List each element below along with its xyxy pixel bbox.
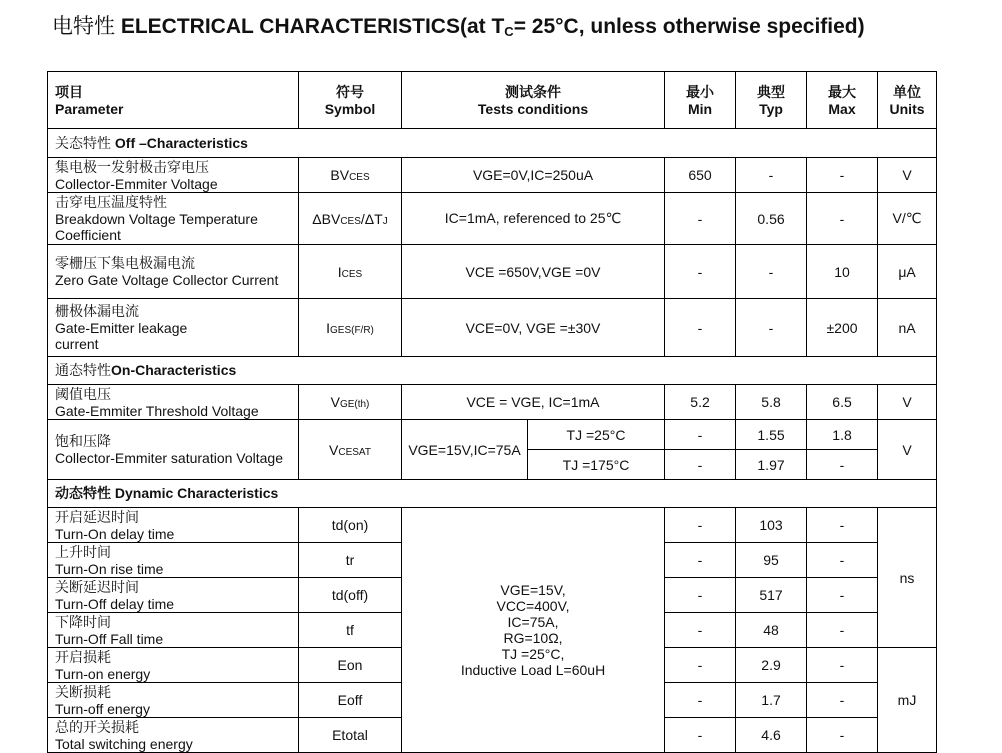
param-dbv: 击穿电压温度特性 Breakdown Voltage Temperature Coefficient [48, 193, 299, 245]
min-eon: - [665, 648, 736, 683]
unit-ices: μA [878, 245, 937, 299]
page-title [52, 10, 865, 40]
min-iges: - [665, 299, 736, 357]
min-tdoff: - [665, 578, 736, 613]
typ-iges: - [736, 299, 807, 357]
symbol-eoff: Eoff [299, 683, 402, 718]
param-vcesat: 饱和压降 Collector-Emmiter saturation Voltage [48, 420, 299, 480]
unit-bvces: V [878, 158, 937, 193]
min-eoff: - [665, 683, 736, 718]
section-dyn-title: 动态特性 Dynamic Characteristics [48, 480, 937, 508]
typ-vcesat-175: 1.97 [736, 450, 807, 480]
unit-mj: mJ [878, 648, 937, 753]
symbol-vcesat: VCESAT [299, 420, 402, 480]
param-tdoff: 关断延迟时间 Turn-Off delay time [48, 578, 299, 613]
cond-iges: VCE=0V, VGE =±30V [402, 299, 665, 357]
header-units: 单位 Units [878, 72, 937, 129]
symbol-dbv: ΔBVCES/ΔTJ [299, 193, 402, 245]
table-header-row [48, 72, 937, 129]
max-tr: - [807, 543, 878, 578]
max-etotal: - [807, 718, 878, 753]
typ-tr: 95 [736, 543, 807, 578]
param-tdon: 开启延迟时间 Turn-On delay time [48, 508, 299, 543]
symbol-tr: tr [299, 543, 402, 578]
header-max: 最大 Max [807, 72, 878, 129]
unit-vgeth: V [878, 385, 937, 420]
unit-dbv: V/℃ [878, 193, 937, 245]
cond-vcesat-175: TJ =175°C [528, 450, 665, 480]
param-etotal: 总的开关损耗 Total switching energy [48, 718, 299, 753]
min-tdon: - [665, 508, 736, 543]
table-row [48, 193, 937, 245]
title-en: ELECTRICAL CHARACTERISTICS(at $T_C= 25^\circ C$, unless otherwise specified) [120, 15, 865, 39]
title-cn: 电特性 [52, 14, 115, 38]
table-row [48, 508, 937, 543]
max-vgeth: 6.5 [807, 385, 878, 420]
param-iges: 栅极体漏电流 Gate-Emitter leakage current [48, 299, 299, 357]
max-bvces: - [807, 158, 878, 193]
param-tf: 下降时间 Turn-Off Fall time [48, 613, 299, 648]
section-on [48, 357, 937, 385]
min-ices: - [665, 245, 736, 299]
unit-ns: ns [878, 508, 937, 648]
typ-eon: 2.9 [736, 648, 807, 683]
max-tf: - [807, 613, 878, 648]
param-eoff: 关断损耗 Turn-off energy [48, 683, 299, 718]
min-vgeth: 5.2 [665, 385, 736, 420]
characteristics-table [47, 71, 937, 753]
param-eon: 开启损耗 Turn-on energy [48, 648, 299, 683]
min-vcesat-25: - [665, 420, 736, 450]
typ-dbv: 0.56 [736, 193, 807, 245]
max-eon: - [807, 648, 878, 683]
section-dyn [48, 480, 937, 508]
header-symbol: 符号 Symbol [299, 72, 402, 129]
symbol-eon: Eon [299, 648, 402, 683]
min-tf: - [665, 613, 736, 648]
cond-ices: VCE =650V,VGE =0V [402, 245, 665, 299]
section-on-title: 通态特性On-Characteristics [48, 357, 937, 385]
typ-vgeth: 5.8 [736, 385, 807, 420]
table-row [48, 385, 937, 420]
table-row [48, 299, 937, 357]
max-tdon: - [807, 508, 878, 543]
table-row [48, 158, 937, 193]
symbol-tdoff: td(off) [299, 578, 402, 613]
param-ices: 零栅压下集电极漏电流 Zero Gate Voltage Collector Current [48, 245, 299, 299]
param-bvces: 集电极一发射极击穿电压 Collector-Emmiter Voltage [48, 158, 299, 193]
max-ices: 10 [807, 245, 878, 299]
min-dbv: - [665, 193, 736, 245]
symbol-etotal: Etotal [299, 718, 402, 753]
typ-ices: - [736, 245, 807, 299]
max-eoff: - [807, 683, 878, 718]
symbol-bvces: BVCES [299, 158, 402, 193]
table-row [48, 245, 937, 299]
typ-vcesat-25: 1.55 [736, 420, 807, 450]
typ-bvces: - [736, 158, 807, 193]
cond-dynamic: VGE=15V, VCC=400V, IC=75A, RG=10Ω, TJ =25°C, Inductive Load L=60uH [402, 508, 665, 753]
unit-vcesat: V [878, 420, 937, 480]
symbol-ices: ICES [299, 245, 402, 299]
typ-eoff: 1.7 [736, 683, 807, 718]
cond-dbv: IC=1mA, referenced to 25℃ [402, 193, 665, 245]
header-min: 最小 Min [665, 72, 736, 129]
min-etotal: - [665, 718, 736, 753]
cond-vgeth: VCE = VGE, IC=1mA [402, 385, 665, 420]
cond-vcesat: VGE=15V,IC=75A [402, 420, 528, 480]
symbol-iges: IGES(F/R) [299, 299, 402, 357]
param-vgeth: 阈值电压 Gate-Emmiter Threshold Voltage [48, 385, 299, 420]
typ-tdon: 103 [736, 508, 807, 543]
max-vcesat-25: 1.8 [807, 420, 878, 450]
max-tdoff: - [807, 578, 878, 613]
symbol-tdon: td(on) [299, 508, 402, 543]
header-typ: 典型 Typ [736, 72, 807, 129]
param-tr: 上升时间 Turn-On rise time [48, 543, 299, 578]
table-row [48, 420, 937, 450]
max-dbv: - [807, 193, 878, 245]
typ-tf: 48 [736, 613, 807, 648]
symbol-vgeth: VGE(th) [299, 385, 402, 420]
min-bvces: 650 [665, 158, 736, 193]
header-conditions: 测试条件 Tests conditions [402, 72, 665, 129]
section-off [48, 129, 937, 158]
symbol-tf: tf [299, 613, 402, 648]
unit-iges: nA [878, 299, 937, 357]
min-vcesat-175: - [665, 450, 736, 480]
typ-tdoff: 517 [736, 578, 807, 613]
max-vcesat-175: - [807, 450, 878, 480]
max-iges: ±200 [807, 299, 878, 357]
section-off-title: 关态特性 Off –Characteristics [48, 129, 937, 158]
header-parameter: 项目 Parameter [48, 72, 299, 129]
cond-bvces: VGE=0V,IC=250uA [402, 158, 665, 193]
cond-vcesat-25: TJ =25°C [528, 420, 665, 450]
min-tr: - [665, 543, 736, 578]
typ-etotal: 4.6 [736, 718, 807, 753]
